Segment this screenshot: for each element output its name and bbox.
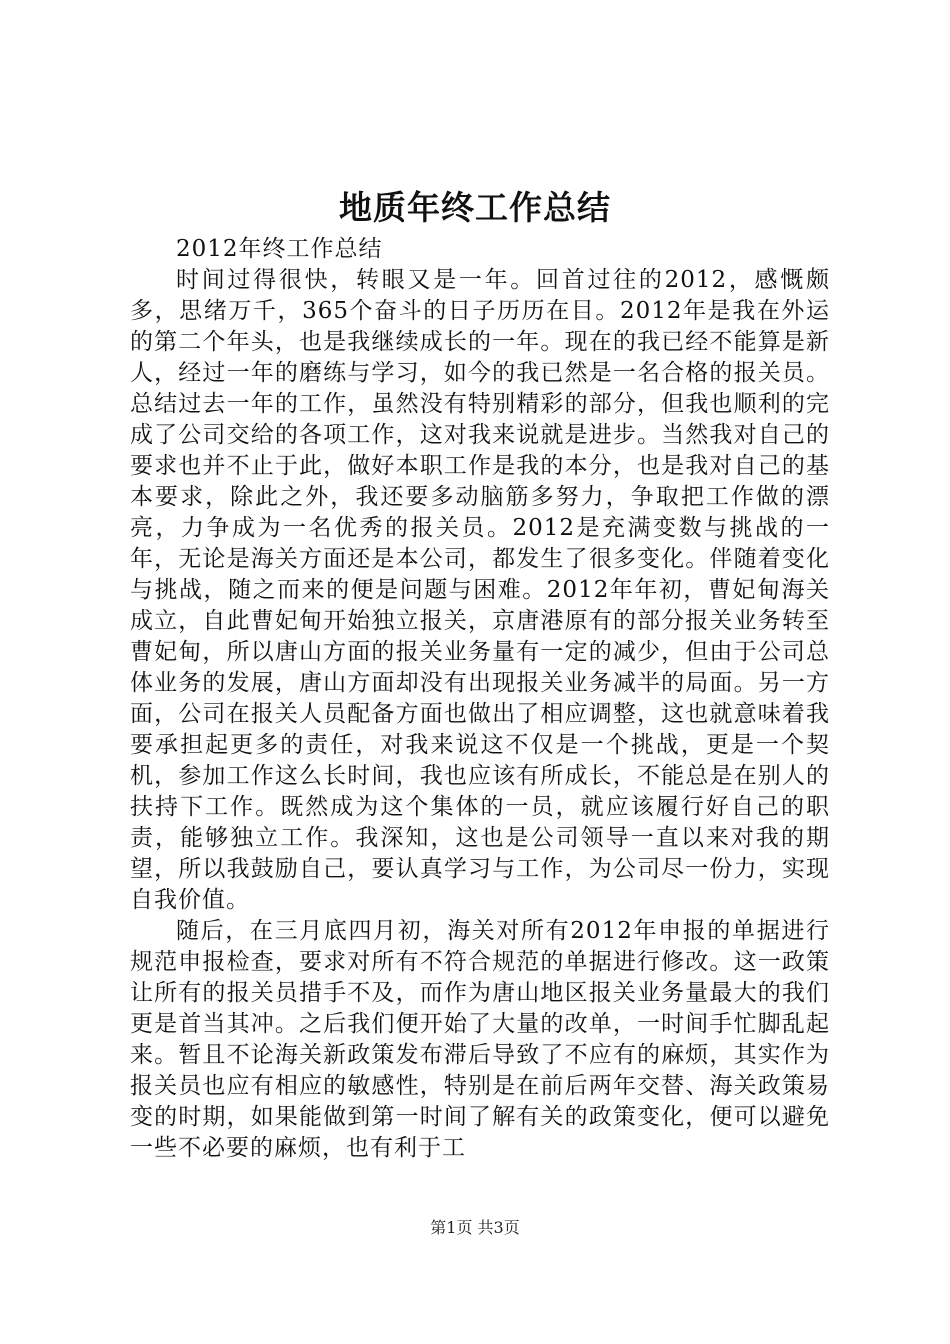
paragraph-2: 随后，在三月底四月初，海关对所有2012年申报的单据进行规范申报检查，要求对所有不符合规范的单据进行修改。这一政策让所有的报关员措手不及，而作为唐山地区报关业务量最大的我们更是首当其冲。之后我们便开始了大量的改单，一时间手忙脚乱起来。暂且不论海关新政策发布滞后导致了不应有的麻烦，其实作为报关员也应有相应的敏感性，特别是在前后两年交替、海关政策易变的时期，如果能做到第一时间了解有关的政策变化，便可以避免一些不必要的麻烦，也有利于工 <box>130 918 830 1161</box>
page-number-footer: 第1页 共3页 <box>430 1218 520 1237</box>
document-body <box>130 234 830 1164</box>
document-title: 地质年终工作总结 <box>339 188 611 227</box>
paragraph-1: 时间过得很快，转眼又是一年。回首过往的2012，感慨颇多，思绪万千，365个奋斗的日子历历在目。2012年是我在外运的第二个年头，也是我继续成长的一年。现在的我已经不能算是新人，经过一年的磨练与学习，如今的我已然是一名合格的报关员。总结过去一年的工作，虽然没有特别精彩的部分，但我也顺利的完成了公司交给的各项工作，这对我来说就是进步。当然我对自己的要求也并不止于此，做好本职工作是我的本分，也是我对自己的基本要求，除此之外，我还要多动脑筋多努力，争取把工作做的漂亮，力争成为一名优秀的报关员。2012是充满变数与挑战的一年，无论是海关方面还是本公司，都发生了很多变化。伴随着变化与挑战，随之而来的便是问题与困难。2012年年初，曹妃甸海关成立，自此曹妃甸开始独立报关，京唐港原有的部分报关业务转至曹妃甸，所以唐山方面的报关业务量有一定的减少，但由于公司总体业务的发展，唐山方面却没有出现报关业务减半的局面。另一方面，公司在报关人员配备方面也做出了相应调整，这也就意味着我要承担起更多的责任，对我来说这不仅是一个挑战，更是一个契机，参加工作这么长时间，我也应该有所成长，不能总是在别人的扶持下工作。既然成为这个集体的一员，就应该履行好自己的职责，能够独立工作。我深知，这也是公司领导一直以来对我的期望，所以我鼓励自己，要认真学习与工作，为公司尽一份力，实现自我价值。 <box>130 267 830 913</box>
paragraph-subtitle: 2012年终工作总结 <box>176 236 383 262</box>
